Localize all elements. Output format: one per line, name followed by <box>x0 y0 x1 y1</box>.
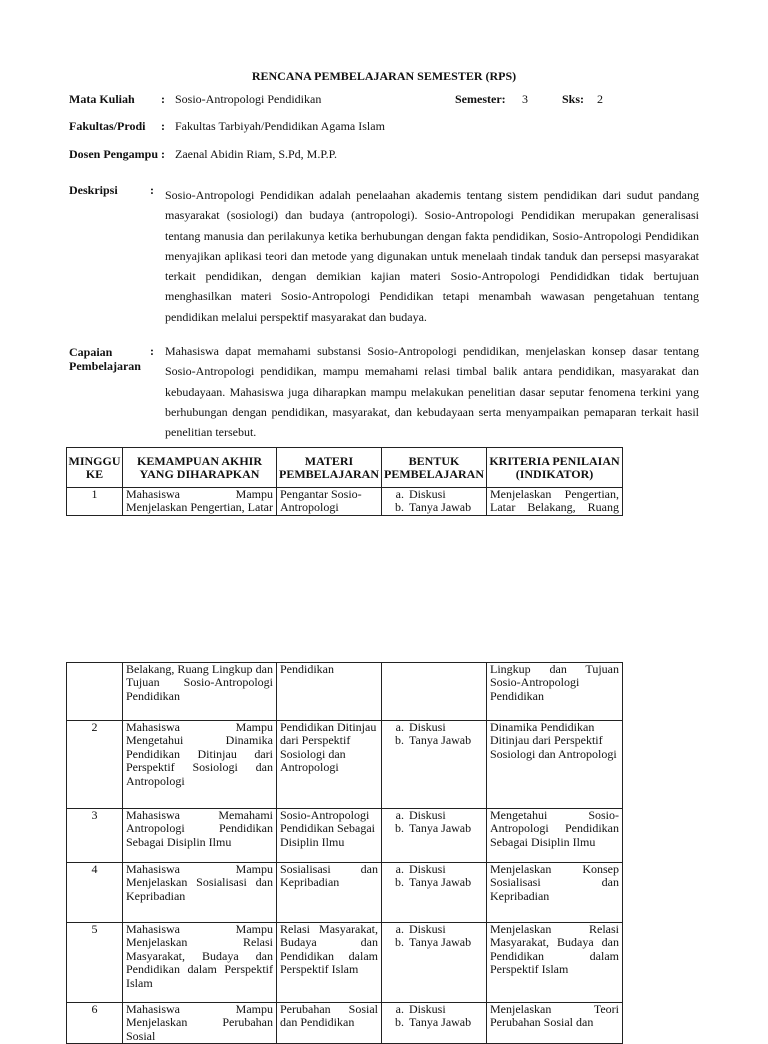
cell-kriteria: Menjelaskan Konsep Sosialisasi dan Kepribadian <box>487 863 623 923</box>
cell-materi: Sosialisasi dan Kepribadian <box>277 863 382 923</box>
header-materi: MATERI PEMBELAJARAN <box>277 448 382 488</box>
bentuk-item: a. Diskusi <box>407 488 483 501</box>
header-kemampuan: KEMAMPUAN AKHIR YANG DIHARAPKAN <box>123 448 277 488</box>
cell-minggu: 5 <box>67 923 123 1003</box>
semester-label: Semester: <box>455 92 506 106</box>
deskripsi-colon: : <box>150 183 154 197</box>
cell-kemampuan: Mahasiswa Mampu Menjelaskan Perubahan Sosial <box>123 1003 277 1044</box>
bentuk-list <box>385 809 483 836</box>
document-title: RENCANA PEMBELAJARAN SEMESTER (RPS) <box>251 69 517 83</box>
header-kriteria: KRITERIA PENILAIAN (INDIKATOR) <box>487 448 623 488</box>
bentuk-item: b. Tanya Jawab <box>407 822 483 835</box>
cell-bentuk <box>382 923 487 1003</box>
bentuk-item: b. Tanya Jawab <box>407 501 483 514</box>
bentuk-item: a. Diskusi <box>407 809 483 822</box>
cell-bentuk <box>382 1003 487 1044</box>
bentuk-list <box>385 721 483 748</box>
mata-kuliah-label: Mata Kuliah <box>69 92 135 106</box>
bentuk-item: b. Tanya Jawab <box>407 936 483 949</box>
cell-minggu: 6 <box>67 1003 123 1044</box>
bentuk-item: b. Tanya Jawab <box>407 1016 483 1029</box>
table-row <box>67 663 623 721</box>
deskripsi-label: Deskripsi <box>69 183 118 197</box>
cell-kemampuan: Mahasiswa Mampu Menjelaskan Sosialisasi dan Kepribadian <box>123 863 277 923</box>
table-row <box>67 809 623 863</box>
cell-materi: Sosio-Antropologi Pendidikan Sebagai Disiplin Ilmu <box>277 809 382 863</box>
cell-minggu: 2 <box>67 721 123 809</box>
table-row <box>67 1003 623 1044</box>
sks-label: Sks: <box>562 92 585 106</box>
table-row <box>67 863 623 923</box>
bentuk-list <box>385 863 483 890</box>
mata-kuliah-colon: : <box>161 92 165 106</box>
deskripsi-text: Sosio-Antropologi Pendidikan adalah penelaahan akademis tentang sistem pendidikan dari sudut pandang masyarakat (sosiologi) dan budaya (antropologi). Sosio-Antropologi Pendidikan merupakan generalisasi tentang manusia dan perilakunya ketika berhubungan dengan fakta pendidikan, Sosio-Antropologi Pendidikan menyajikan aplikasi teori dan metode yang digunakan untuk menelaah tindak tanduk dan persepsi masyarakat terkait pendidikan, dengan demikian kajian materi Sosio-Antropologi Pendididkan tidak bertujuan menghasilkan materi Sosio-Antropologi Pendidikan tetapi menambah wawasan pengetahuan tentang pendidikan melalui perspektif masyarakat dan budaya. <box>165 188 699 324</box>
rps-table-part2 <box>66 662 623 1044</box>
capaian-label <box>69 345 141 373</box>
semester-value: 3 <box>522 92 528 106</box>
cell-materi: Perubahan Sosial dan Pendidikan <box>277 1003 382 1044</box>
table-row <box>67 721 623 809</box>
bentuk-item: a. Diskusi <box>407 1003 483 1016</box>
cell-bentuk <box>382 809 487 863</box>
sks-value: 2 <box>597 92 603 106</box>
cell-bentuk <box>382 488 487 516</box>
header-minggu: MINGGU KE <box>67 448 123 488</box>
bentuk-item: a. Diskusi <box>407 721 483 734</box>
fakultas-value: Fakultas Tarbiyah/Pendidikan Agama Islam <box>175 119 385 133</box>
cell-kriteria: Mengetahui Sosio-Antropologi Pendidikan Sebagai Disiplin Ilmu <box>487 809 623 863</box>
cell-kemampuan: Mahasiswa Mampu Mengetahui Dinamika Pendidikan Ditinjau dari Perspektif Sosiologi dan Antropologi <box>123 721 277 809</box>
cell-bentuk <box>382 863 487 923</box>
fakultas-colon: : <box>161 119 165 133</box>
capaian-text: Mahasiswa dapat memahami substansi Sosio-Antropologi pendidikan, menjelaskan konsep dasar tentang Sosio-Antropologi pendidikan, mampu memahami relasi timbal balik antara pendidikan, masyarakat dan kebudayaan. Mahasiswa juga diharapkan mampu melakukan penelitian dasar seputar fenomena terkini yang berhubungan dengan pendidikan, masyarakat, dan kebudayaan serta menyampaikan pemaparan terkait hasil penelitian tersebut. <box>165 344 699 440</box>
fakultas-label: Fakultas/Prodi <box>69 119 146 133</box>
table-header-row <box>67 448 623 488</box>
cell-materi: Pengantar Sosio-Antropologi <box>277 488 382 516</box>
dosen-colon: : <box>161 147 165 161</box>
cell-kemampuan: Mahasiswa Mampu Menjelaskan Relasi Masyarakat, Budaya dan Pendidikan dalam Perspektif Islam <box>123 923 277 1003</box>
bentuk-list <box>385 1003 483 1030</box>
cell-materi: Relasi Masyarakat, Budaya dan Pendidikan dalam Perspektif Islam <box>277 923 382 1003</box>
dosen-label: Dosen Pengampu <box>69 147 159 161</box>
cell-minggu: 1 <box>67 488 123 516</box>
rps-table-part1 <box>66 447 623 516</box>
cell-kemampuan: Mahasiswa Memahami Antropologi Pendidikan Sebagai Disiplin Ilmu <box>123 809 277 863</box>
cell-materi: Pendidikan <box>277 663 382 721</box>
bentuk-item: b. Tanya Jawab <box>407 734 483 747</box>
cell-minggu: 3 <box>67 809 123 863</box>
cell-kriteria: Dinamika Pendidikan Ditinjau dari Perspektif Sosiologi dan Antropologi <box>487 721 623 809</box>
bentuk-item: a. Diskusi <box>407 863 483 876</box>
cell-bentuk <box>382 663 487 721</box>
dosen-value: Zaenal Abidin Riam, S.Pd, M.P.P. <box>175 147 338 161</box>
cell-kriteria: Menjelaskan Teori Perubahan Sosial dan <box>487 1003 623 1044</box>
cell-kriteria: Lingkup dan Tujuan Sosio-Antropologi Pendidikan <box>487 663 623 721</box>
table-row <box>67 923 623 1003</box>
cell-minggu: 4 <box>67 863 123 923</box>
cell-kriteria: Menjelaskan Pengertian, Latar Belakang, Ruang <box>487 488 623 516</box>
cell-kemampuan: Belakang, Ruang Lingkup dan Tujuan Sosio-Antropologi Pendidikan <box>123 663 277 721</box>
document-page <box>0 0 768 520</box>
cell-minggu <box>67 663 123 721</box>
bentuk-list <box>385 923 483 950</box>
header-bentuk: BENTUK PEMBELAJARAN <box>382 448 487 488</box>
cell-materi: Pendidikan Ditinjau dari Perspektif Sosiologi dan Antropologi <box>277 721 382 809</box>
bentuk-item: a. Diskusi <box>407 923 483 936</box>
cell-kemampuan: Mahasiswa Mampu Menjelaskan Pengertian, Latar <box>123 488 277 516</box>
table-row <box>67 488 623 516</box>
capaian-colon: : <box>150 344 154 358</box>
mata-kuliah-value: Sosio-Antropologi Pendidikan <box>175 92 322 106</box>
capaian-label-line1: Capaian <box>69 345 113 359</box>
capaian-label-line2: Pembelajaran <box>69 359 141 373</box>
bentuk-item: b. Tanya Jawab <box>407 876 483 889</box>
cell-kriteria: Menjelaskan Relasi Masyarakat, Budaya dan Pendidikan dalam Perspektif Islam <box>487 923 623 1003</box>
bentuk-list <box>385 488 483 515</box>
cell-bentuk <box>382 721 487 809</box>
